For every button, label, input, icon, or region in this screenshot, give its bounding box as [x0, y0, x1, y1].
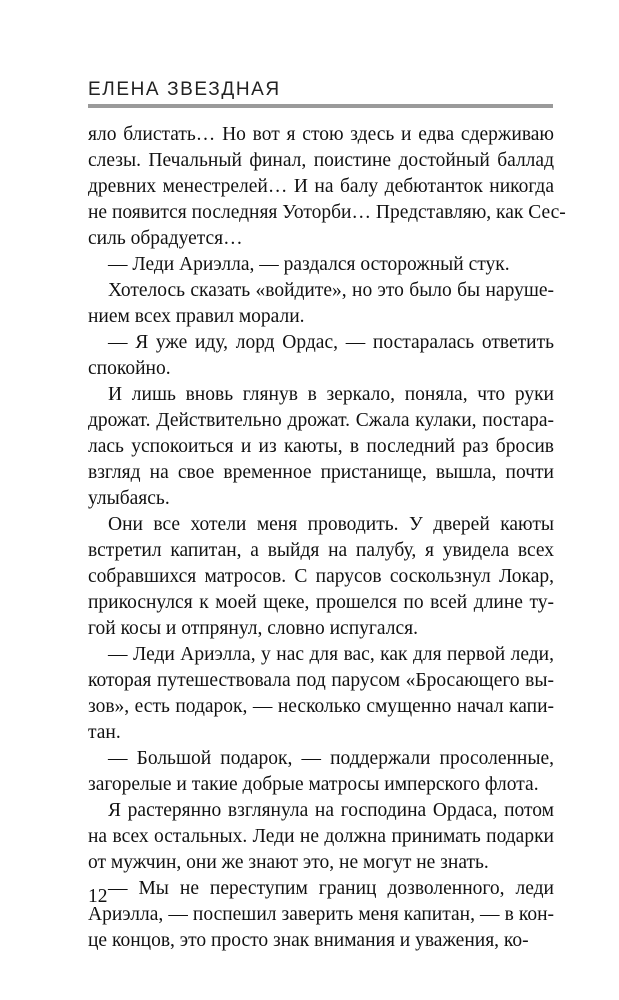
page-body-text [88, 122, 566, 954]
paragraph [88, 642, 554, 746]
text-line: загорелые и такие добрые матросы имперского флота. [88, 774, 539, 795]
text-line: Я растерянно взглянула на господина Ордаса, потом [108, 800, 554, 821]
text-line: Хотелось сказать «войдите», но это было бы наруше- [108, 280, 554, 301]
text-line: взгляд на свое временное пристанище, вышла, почти [88, 462, 554, 483]
text-line: от мужчин, они же знают это, не могут не знать. [88, 852, 489, 873]
text-line: дрожат. Действительно дрожат. Сжала кулаки, постара- [88, 410, 554, 431]
page-number: 12 [88, 886, 108, 907]
text-line: Они все хотели меня проводить. У дверей каюты [108, 514, 554, 535]
text-line: собравшихся матросов. С парусов соскользнул Локар, [88, 566, 554, 587]
text-line: нием всех правил морали. [88, 306, 305, 327]
text-line: И лишь вновь глянув в зеркало, поняла, что руки [108, 384, 554, 405]
paragraph [88, 798, 554, 876]
text-line: — Большой подарок, — поддержали просоленные, [108, 748, 554, 769]
text-line: улыбаясь. [88, 488, 170, 509]
text-line: зов», есть подарок, — несколько смущенно начал капи- [88, 696, 554, 717]
text-line: не появится последняя Уоторби… Представляю, как Сес- [88, 202, 566, 223]
text-line: — Я уже иду, лорд Ордас, — постаралась ответить [108, 332, 554, 353]
text-line: встретил капитан, а выйдя на палубу, я увидела всех [88, 540, 554, 561]
text-line: силь обрадуется… [88, 228, 243, 249]
text-line: древних менестрелей… И на балу дебютанток никогда [88, 176, 554, 197]
paragraph [88, 382, 554, 512]
paragraph [88, 278, 554, 330]
text-line: — Леди Ариэлла, — раздался осторожный стук. [108, 254, 510, 275]
paragraph [88, 330, 554, 382]
text-line: на всех остальных. Леди не должна принимать подарки [88, 826, 554, 847]
text-line: — Мы не переступим границ дозволенного, леди [108, 878, 554, 899]
text-line: гой косы и отпрянул, словно испугался. [88, 618, 418, 639]
text-line: це концов, это просто знак внимания и уважения, ко- [88, 930, 529, 951]
text-line: которая путешествовала под парусом «Бросающего вы- [88, 670, 554, 691]
paragraph [88, 746, 554, 798]
text-line: слезы. Печальный финал, поистине достойный баллад [88, 150, 554, 171]
paragraph [88, 512, 554, 642]
text-line: спокойно. [88, 358, 171, 379]
text-line: лась успокоиться и из каюты, в последний раз бросив [88, 436, 554, 457]
text-line: яло блистать… Но вот я стою здесь и едва сдерживаю [88, 124, 554, 145]
paragraph [88, 252, 554, 278]
paragraph [88, 876, 554, 954]
running-head-author: ЕЛЕНА ЗВЕЗДНАЯ [88, 79, 281, 100]
text-line: — Леди Ариэлла, у нас для вас, как для первой леди, [108, 644, 554, 665]
header-rule [88, 104, 553, 108]
text-line: прикоснулся к моей щеке, прошелся по всей длине ту- [88, 592, 554, 613]
text-line: тан. [88, 722, 121, 743]
text-line: Ариэлла, — поспешил заверить меня капитан, — в кон- [88, 904, 554, 925]
paragraph [88, 122, 566, 252]
